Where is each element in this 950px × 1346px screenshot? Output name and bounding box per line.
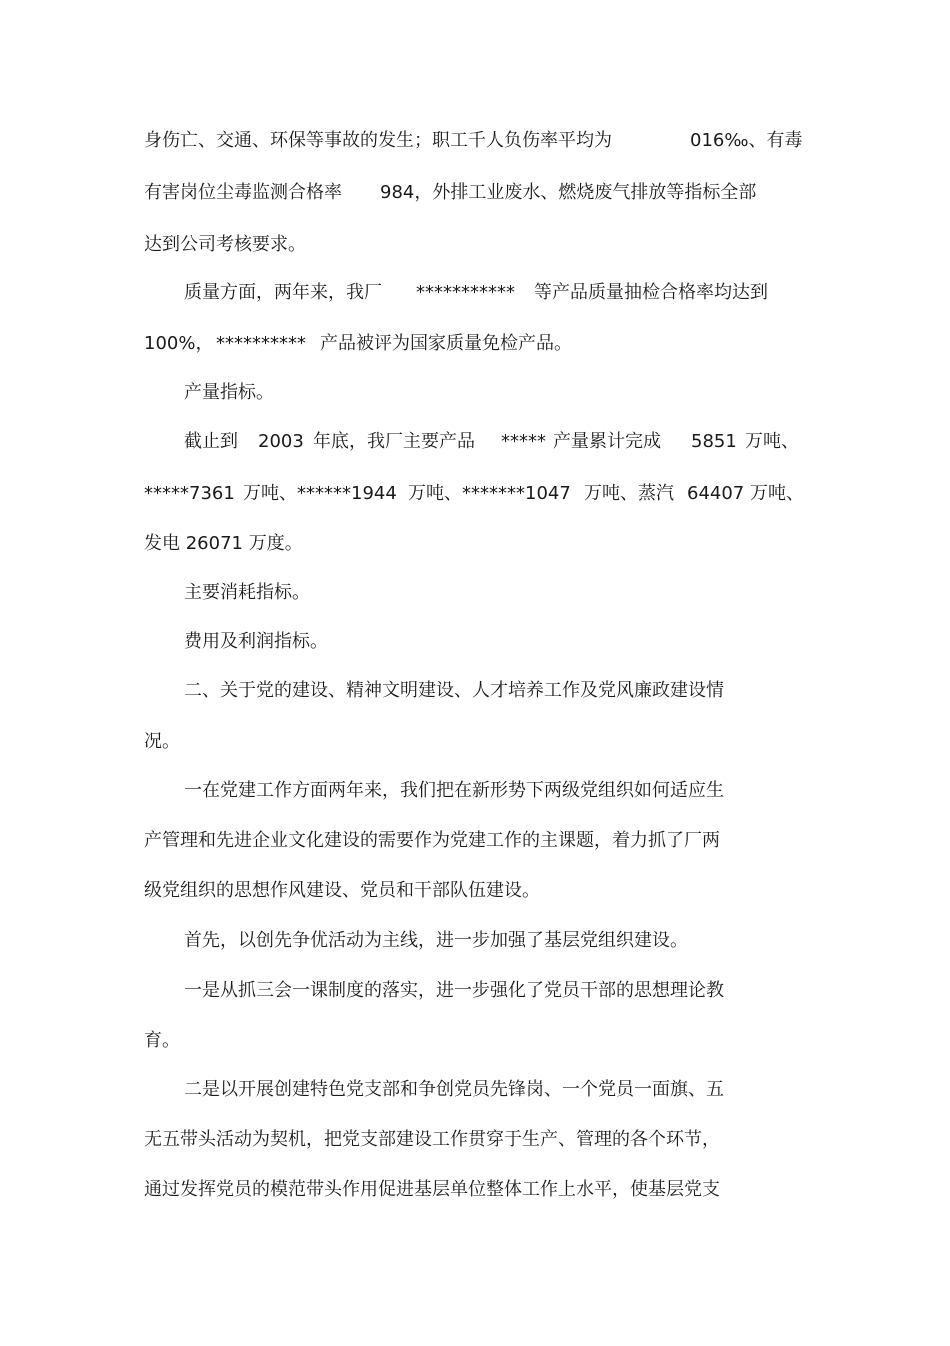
text-segment: 万吨、******1944	[243, 483, 397, 504]
text-segment: 一在党建工作方面两年来，我们把在新形势下两级党组织如何适应生	[184, 780, 724, 801]
text-line	[0, 230, 950, 260]
text-line	[0, 178, 950, 208]
text-segment: 截止到	[184, 431, 238, 452]
text-line	[0, 1125, 950, 1155]
text-line	[0, 727, 950, 757]
text-segment: 产量累计完成	[553, 431, 661, 452]
text-segment: 万吨、	[745, 431, 799, 452]
text-segment: 费用及利润指标。	[184, 631, 328, 652]
text-segment: 等产品质量抽检合格率均达到	[534, 282, 768, 303]
text-line	[0, 329, 950, 359]
text-line	[0, 578, 950, 608]
text-line	[0, 479, 950, 509]
text-segment: 2003	[258, 431, 304, 452]
text-segment: 身伤亡、交通、环保等事故的发生；职工千人负伤率平均为	[144, 130, 612, 151]
text-segment: ***********	[416, 282, 515, 303]
text-segment: 产管理和先进企业文化建设的需要作为党建工作的主课题，着力抓了厂两	[144, 830, 720, 851]
text-segment: 通过发挥党员的模范带头作用促进基层单位整体工作上水平，使基层党支	[144, 1179, 720, 1200]
text-line	[0, 126, 950, 156]
text-line	[0, 676, 950, 706]
text-segment: 质量方面，两年来，我厂	[184, 282, 382, 303]
text-line	[0, 876, 950, 906]
text-segment: 二是以开展创建特色党支部和争创党员先锋岗、一个党员一面旗、五	[184, 1079, 724, 1100]
text-segment: 二、关于党的建设、精神文明建设、人才培养工作及党风廉政建设情	[184, 680, 724, 701]
text-segment: 984，外排工业废水、燃烧废气排放等指标全部	[380, 182, 757, 203]
text-line	[0, 826, 950, 856]
text-segment: 发电 26071 万度。	[144, 533, 303, 554]
text-segment: 万吨、*******1047	[408, 483, 571, 504]
text-segment: **********	[216, 333, 306, 354]
text-line	[0, 1075, 950, 1105]
text-line	[0, 378, 950, 408]
text-line	[0, 627, 950, 657]
text-line	[0, 926, 950, 956]
text-line	[0, 776, 950, 806]
text-line	[0, 1026, 950, 1056]
text-segment: 产品被评为国家质量免检产品。	[320, 333, 572, 354]
text-segment: 64407 万吨、	[687, 483, 804, 504]
text-segment: *****	[501, 431, 546, 452]
text-segment: *****7361	[144, 483, 235, 504]
text-segment: 5851	[691, 431, 737, 452]
text-segment: 万吨、蒸汽	[584, 483, 674, 504]
text-segment: 年底，我厂主要产品	[313, 431, 475, 452]
text-line	[0, 529, 950, 559]
text-segment: 100%，	[144, 333, 214, 354]
text-segment: 况。	[144, 731, 180, 752]
text-line	[0, 976, 950, 1006]
text-segment: 产量指标。	[184, 382, 274, 403]
text-segment: 一是从抓三会一课制度的落实，进一步强化了党员干部的思想理论教	[184, 980, 724, 1001]
text-line	[0, 1175, 950, 1205]
text-segment: 级党组织的思想作风建设、党员和干部队伍建设。	[144, 880, 540, 901]
text-segment: 有害岗位尘毒监测合格率	[144, 182, 342, 203]
text-segment: 达到公司考核要求。	[144, 234, 306, 255]
text-line	[0, 278, 950, 308]
text-segment: 无五带头活动为契机，把党支部建设工作贯穿于生产、管理的各个环节，	[144, 1129, 720, 1150]
text-line	[0, 427, 950, 457]
text-segment: 016‰、有毒	[690, 130, 803, 151]
text-segment: 首先，以创先争优活动为主线，进一步加强了基层党组织建设。	[184, 930, 688, 951]
text-segment: 主要消耗指标。	[184, 582, 310, 603]
text-segment: 育。	[144, 1030, 180, 1051]
